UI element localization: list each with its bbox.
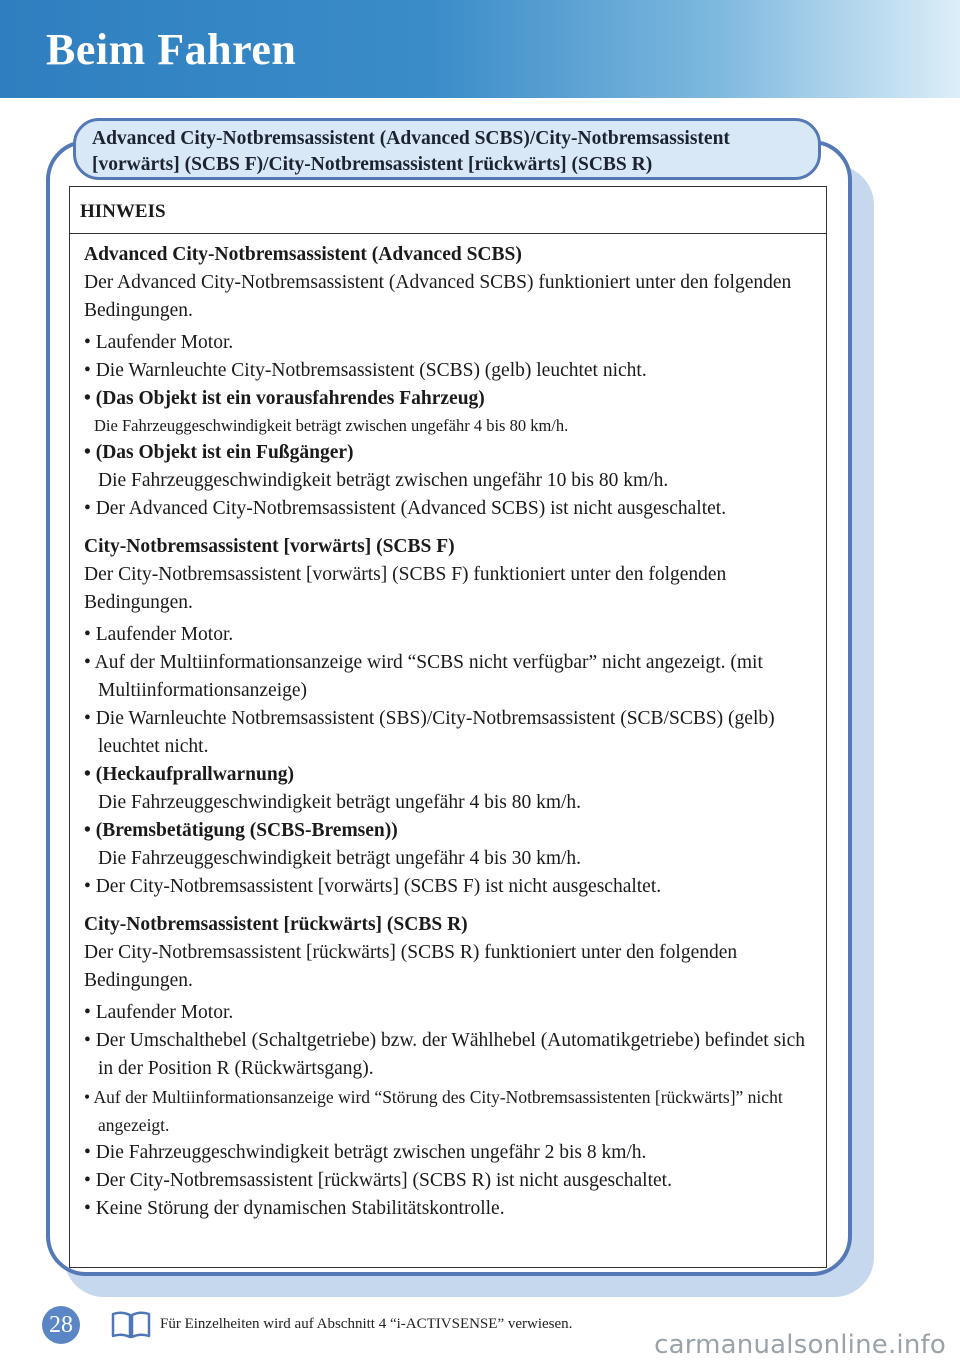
bullet-item: • Auf der Multiinformationsanzeige wird “Störung des City-Notbremsassistenten [rückwärts]” nicht angezeigt.	[84, 1087, 783, 1135]
section-heading: City-Notbremsassistent [vorwärts] (SCBS F)	[84, 536, 455, 557]
section-title-pill	[73, 118, 821, 180]
note-section	[84, 911, 814, 1223]
bullet-item: • (Das Objekt ist ein Fußgänger)	[84, 442, 354, 463]
bullet-item: • (Heckaufprallwarnung)	[84, 764, 294, 785]
section-intro: Der City-Notbremsassistent [rückwärts] (SCBS R) funktioniert unter den folgenden Bedingungen.	[84, 942, 738, 991]
bullet-item: • Der Umschalthebel (Schaltgetriebe) bzw. der Wählhebel (Automatikgetriebe) befindet sich in der Position R (Rückwärtsgang).	[84, 1030, 806, 1079]
bullet-detail: Die Fahrzeuggeschwindigkeit beträgt zwischen ungefähr 4 bis 80 km/h.	[94, 416, 569, 435]
note-label: HINWEIS	[80, 201, 166, 222]
bullet-item: • Der Advanced City-Notbremsassistent (Advanced SCBS) ist nicht ausgeschaltet.	[84, 498, 727, 519]
bullet-detail: Die Fahrzeuggeschwindigkeit beträgt zwischen ungefähr 10 bis 80 km/h.	[98, 470, 669, 491]
note-box	[69, 186, 827, 1268]
note-section	[84, 533, 814, 901]
note-section	[84, 241, 814, 523]
bullet-item: • Laufender Motor.	[84, 332, 234, 353]
bullet-item: • Laufender Motor.	[84, 1002, 234, 1023]
page-number: 28	[42, 1306, 80, 1344]
footer-reference: Für Einzelheiten wird auf Abschnitt 4 “i-ACTIVSENSE” verwiesen.	[160, 1316, 573, 1332]
bullet-detail: Die Fahrzeuggeschwindigkeit beträgt ungefähr 4 bis 30 km/h.	[98, 848, 582, 869]
page-header	[0, 0, 960, 98]
section-title-line-1: Advanced City-Notbremsassistent (Advanced SCBS)/City-Notbremsassistent	[92, 128, 730, 149]
bullet-item: • Auf der Multiinformationsanzeige wird “SCBS nicht verfügbar” nicht angezeigt. (mit Multiinformationsanzeige)	[84, 652, 763, 701]
note-content	[84, 239, 814, 1233]
section-intro: Der City-Notbremsassistent [vorwärts] (SCBS F) funktioniert unter den folgenden Bedingungen.	[84, 564, 727, 613]
bullet-item: • (Bremsbetätigung (SCBS-Bremsen))	[84, 820, 398, 841]
bullet-item: • (Das Objekt ist ein vorausfahrendes Fahrzeug)	[84, 388, 485, 409]
section-heading: City-Notbremsassistent [rückwärts] (SCBS R)	[84, 914, 468, 935]
note-divider	[70, 233, 826, 234]
bullet-item: • Die Warnleuchte Notbremsassistent (SBS)/City-Notbremsassistent (SCB/SCBS) (gelb) leuchtet nicht.	[84, 708, 775, 757]
book-icon	[110, 1310, 152, 1340]
bullet-item: • Die Fahrzeuggeschwindigkeit beträgt zwischen ungefähr 2 bis 8 km/h.	[84, 1142, 647, 1163]
section-intro: Der Advanced City-Notbremsassistent (Advanced SCBS) funktioniert unter den folgenden Bedingungen.	[84, 272, 792, 321]
page-title: Beim Fahren	[46, 25, 297, 74]
bullet-detail: Die Fahrzeuggeschwindigkeit beträgt ungefähr 4 bis 80 km/h.	[98, 792, 582, 813]
bullet-item: • Die Warnleuchte City-Notbremsassistent (SCBS) (gelb) leuchtet nicht.	[84, 360, 647, 381]
section-title-line-2: [vorwärts] (SCBS F)/City-Notbremsassistent [rückwärts] (SCBS R)	[92, 154, 653, 175]
bullet-item: • Keine Störung der dynamischen Stabilitätskontrolle.	[84, 1198, 505, 1219]
bullet-item: • Der City-Notbremsassistent [rückwärts] (SCBS R) ist nicht ausgeschaltet.	[84, 1170, 672, 1191]
bullet-item: • Laufender Motor.	[84, 624, 234, 645]
section-heading: Advanced City-Notbremsassistent (Advanced SCBS)	[84, 244, 522, 265]
bullet-item: • Der City-Notbremsassistent [vorwärts] (SCBS F) ist nicht ausgeschaltet.	[84, 876, 662, 897]
watermark: carmanualsonline.info	[654, 1330, 946, 1360]
